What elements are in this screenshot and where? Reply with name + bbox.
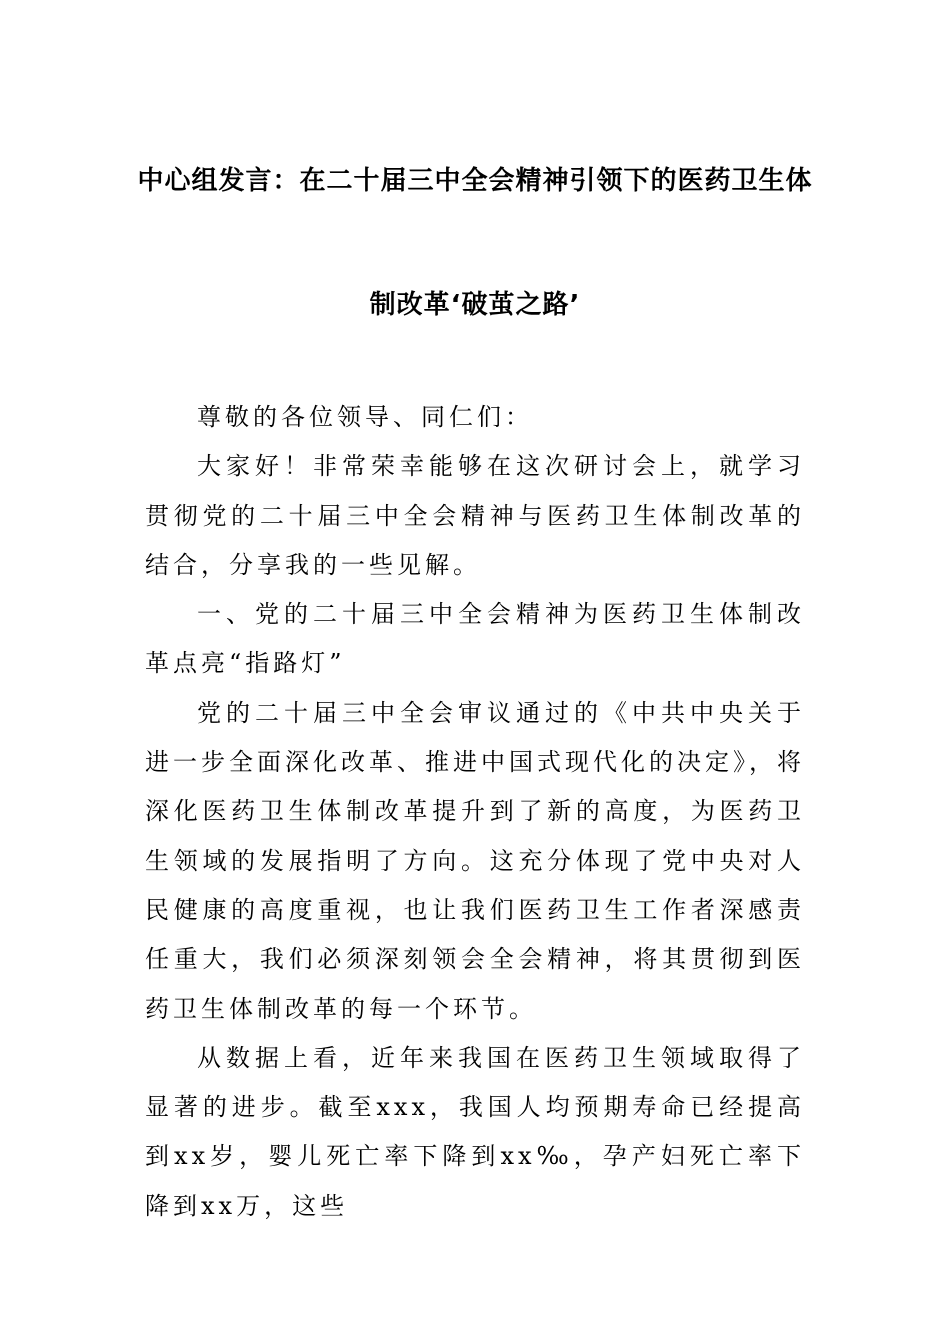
document-title-line-2: 制改革‘破茧之路’ (369, 290, 581, 320)
document-title-line-1: 中心组发言：在二十届三中全会精神引领下的医药卫生体 (137, 166, 813, 196)
section-heading-1: 一、党的二十届三中全会精神为医药卫生体制改革点亮“指路灯” (145, 600, 805, 678)
greeting-paragraph: 大家好！非常荣幸能够在这次研讨会上，就学习贯彻党的二十届三中全会精神与医药卫生体制改革的结合，分享我的一些见解。 (145, 452, 805, 579)
body-paragraph: 党的二十届三中全会审议通过的《中共中央关于进一步全面深化改革、推进中国式现代化的决定》，将深化医药卫生体制改革提升到了新的高度，为医药卫生领域的发展指明了方向。这充分体现了党中央对人民健康的高度重视，也让我们医药卫生工作者深感责任重大，我们必须深刻领会全会精神，将其贯彻到医药卫生体制改革的每一个环节。 (145, 698, 805, 1023)
salutation-paragraph: 尊敬的各位领导、同仁们： (197, 403, 533, 431)
document-body (145, 393, 805, 1231)
body-paragraph: 从数据上看，近年来我国在医药卫生领域取得了显著的进步。截至xxx，我国人均预期寿命已经提高到xx岁，婴儿死亡率下降到xx‰，孕产妇死亡率下降到xx万，这些 (145, 1043, 805, 1220)
